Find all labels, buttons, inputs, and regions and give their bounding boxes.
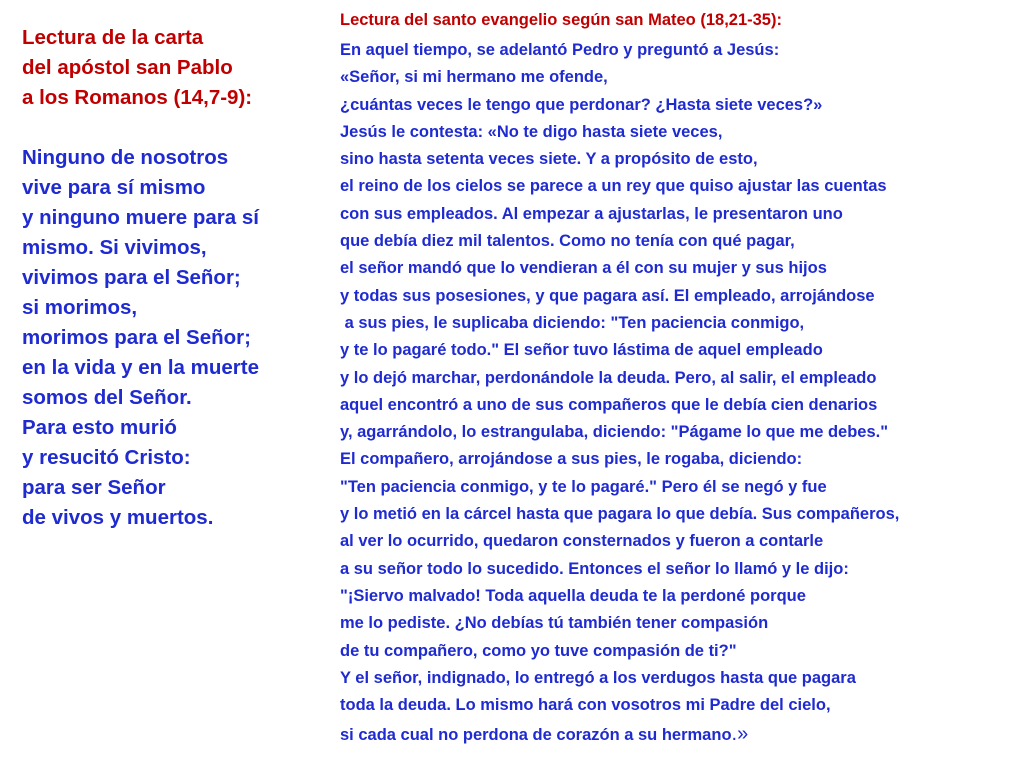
- first-reading-line: somos del Señor.: [22, 386, 192, 409]
- first-reading-title-line: Lectura de la carta: [22, 26, 204, 49]
- gospel-line: «Señor, si mi hermano me ofende,: [340, 68, 608, 87]
- first-reading-line: Para esto murió: [22, 416, 177, 439]
- gospel-line: "Ten paciencia conmigo, y te lo pagaré." Pero él se negó y fue: [340, 477, 827, 496]
- first-reading-title-line: a los Romanos (14,7-9):: [22, 86, 253, 109]
- gospel-reading: [340, 9, 1020, 750]
- closing-quote: .»: [731, 723, 749, 746]
- first-reading-line: y resucitó Cristo:: [22, 446, 191, 469]
- gospel-line: y te lo pagaré todo." El señor tuvo lástima de aquel empleado: [340, 341, 823, 360]
- gospel-last-line: [340, 721, 1020, 749]
- gospel-line: y todas sus posesiones, y que pagara así. El empleado, arrojándose: [340, 286, 875, 305]
- first-reading: [22, 23, 322, 533]
- gospel-line: sino hasta setenta veces siete. Y a propósito de esto,: [340, 150, 758, 169]
- gospel-line: de tu compañero, como yo tuve compasión de ti?": [340, 641, 737, 660]
- gospel-line: me lo pediste. ¿No debías tú también tener compasión: [340, 614, 769, 633]
- gospel-title: Lectura del santo evangelio según san Mateo (18,21-35):: [340, 11, 782, 29]
- gospel-line: a su señor todo lo sucedido. Entonces el señor lo llamó y le dijo:: [340, 559, 849, 578]
- first-reading-line: mismo. Si vivimos,: [22, 236, 207, 259]
- first-reading-line: morimos para el Señor;: [22, 326, 251, 349]
- gospel-line: "¡Siervo malvado! Toda aquella deuda te la perdoné porque: [340, 586, 806, 605]
- gospel-line: El compañero, arrojándose a sus pies, le rogaba, diciendo:: [340, 450, 803, 469]
- gospel-line: toda la deuda. Lo mismo hará con vosotros mi Padre del cielo,: [340, 696, 831, 715]
- gospel-line: Jesús le contesta: «No te digo hasta siete veces,: [340, 122, 723, 141]
- gospel-line: a sus pies, le suplicaba diciendo: "Ten paciencia conmigo,: [340, 313, 805, 332]
- gospel-line: que debía diez mil talentos. Como no tenía con qué pagar,: [340, 232, 795, 251]
- spacer: [22, 113, 322, 143]
- gospel-line: y, agarrándolo, lo estrangulaba, diciendo: "Págame lo que me debes.": [340, 423, 889, 442]
- gospel-line: En aquel tiempo, se adelantó Pedro y preguntó a Jesús:: [340, 41, 780, 59]
- first-reading-line: Ninguno de nosotros: [22, 146, 229, 169]
- first-reading-line: y ninguno muere para sí: [22, 206, 259, 229]
- gospel-line: al ver lo ocurrido, quedaron consternados y fueron a contarle: [340, 532, 824, 551]
- gospel-line: ¿cuántas veces le tengo que perdonar? ¿Hasta siete veces?»: [340, 95, 823, 114]
- gospel-line: con sus empleados. Al empezar a ajustarlas, le presentaron uno: [340, 204, 843, 223]
- first-reading-line: de vivos y muertos.: [22, 506, 214, 529]
- gospel-line: aquel encontró a uno de sus compañeros que le debía cien denarios: [340, 395, 878, 414]
- gospel-line: y lo metió en la cárcel hasta que pagara lo que debía. Sus compañeros,: [340, 505, 900, 524]
- gospel-line: Y el señor, indignado, lo entregó a los verdugos hasta que pagara: [340, 668, 856, 687]
- first-reading-title-line: del apóstol san Pablo: [22, 56, 233, 79]
- gospel-line: el reino de los cielos se parece a un rey que quiso ajustar las cuentas: [340, 177, 887, 196]
- first-reading-line: en la vida y en la muerte: [22, 356, 259, 379]
- first-reading-line: vivimos para el Señor;: [22, 266, 241, 289]
- gospel-line: el señor mandó que lo vendieran a él con su mujer y sus hijos: [340, 259, 827, 278]
- first-reading-line: vive para sí mismo: [22, 176, 206, 199]
- gospel-last-line-text: si cada cual no perdona de corazón a su hermano: [340, 726, 732, 745]
- first-reading-line: para ser Señor: [22, 476, 166, 499]
- gospel-line: y lo dejó marchar, perdonándole la deuda. Pero, al salir, el empleado: [340, 368, 877, 387]
- first-reading-line: si morimos,: [22, 296, 138, 319]
